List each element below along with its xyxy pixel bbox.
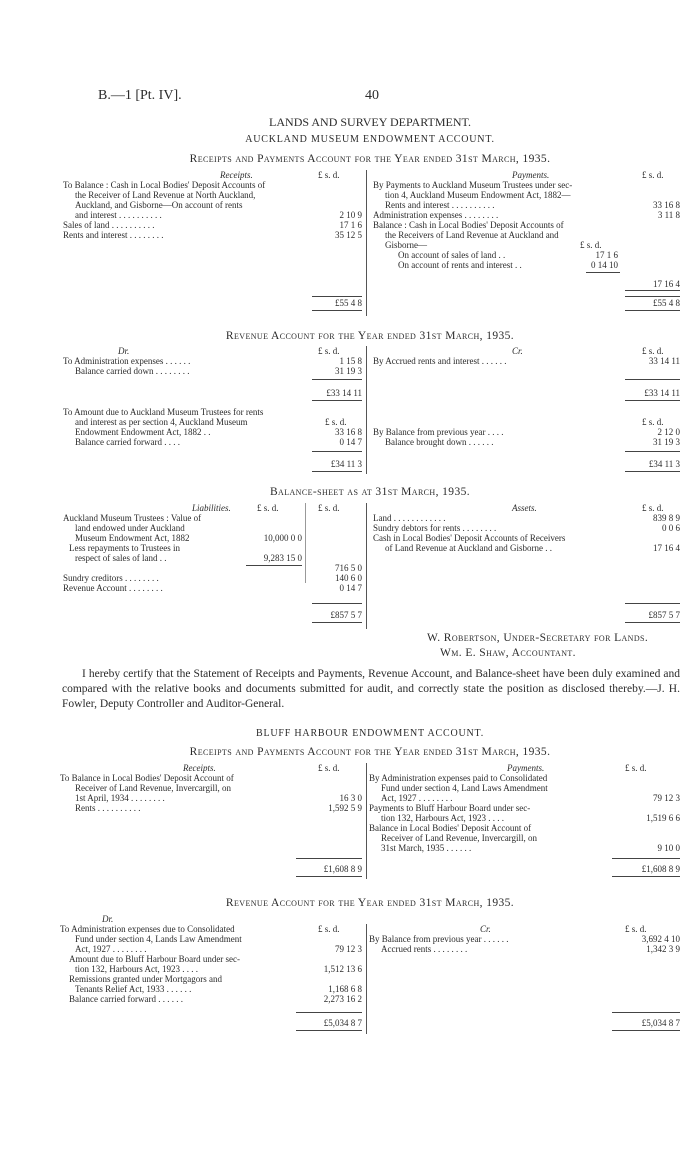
- liability-line: Revenue Account . . . . . . . .: [63, 583, 163, 593]
- lsd-heading: £ s. d.: [642, 503, 664, 513]
- payments-heading: Payments.: [512, 170, 550, 180]
- column-divider: [366, 763, 367, 879]
- liability-line: Sundry creditors . . . . . . . .: [63, 573, 159, 583]
- lsd-heading: £ s. d.: [325, 417, 347, 427]
- rev-cr-line: Balance brought down . . . . . .: [385, 437, 494, 447]
- receipt-amount: 16 3 0: [339, 793, 362, 803]
- rev-cr-total: £5,034 8 7: [641, 1018, 680, 1028]
- receipt-line: Rents and interest . . . . . . . .: [63, 230, 164, 240]
- receipt-line: and interest . . . . . . . . . .: [75, 210, 162, 220]
- audit-certificate: I hereby certify that the Statement of Receipts and Payments, Revenue Account, and Balance-sheet have been duly examined and compared with the relative books and documents submitted for audit, and correctly state the position as disclosed thereby.—J. H. Fowler, Deputy Controller and Auditor-General.: [62, 668, 680, 710]
- lsd-heading: £ s. d.: [625, 924, 647, 934]
- lsd-heading: £ s. d.: [318, 503, 340, 513]
- liability-inner-amount: 10,000 0 0: [263, 533, 302, 543]
- liability-amount: 0 14 7: [339, 583, 362, 593]
- payments-heading: Payments.: [507, 763, 545, 773]
- rule: [625, 296, 680, 297]
- rule: [312, 451, 362, 452]
- rev-dr-amount: 1,168 6 8: [328, 984, 362, 994]
- rule: [312, 310, 362, 311]
- auckland-rev-title: Revenue Account for the Year ended 31st March, 1935.: [225, 330, 515, 342]
- column-divider: [366, 170, 367, 316]
- assets-heading: Assets.: [512, 503, 537, 513]
- receipt-amount: 1,592 5 9: [328, 803, 362, 813]
- receipts-heading: Receipts.: [220, 170, 253, 180]
- lsd-heading: £ s. d.: [642, 346, 664, 356]
- rev-dr-total: £33 14 11: [326, 388, 362, 398]
- liability-line: Less repayments to Trustees in: [69, 543, 180, 553]
- signature-under-secretary: W. Robertson, Under-Secretary for Lands.: [427, 632, 649, 644]
- payment-line: 31st March, 1935 . . . . . .: [381, 843, 472, 853]
- receipt-line: To Balance in Local Bodies' Deposit Account of: [60, 773, 234, 783]
- payment-amount: 1,519 6 6: [646, 813, 680, 823]
- rule: [625, 290, 680, 291]
- liability-line: respect of sales of land . .: [75, 553, 167, 563]
- rev-dr-line: Act, 1927 . . . . . . . .: [75, 944, 147, 954]
- receipt-total: £55 4 8: [335, 298, 362, 308]
- payment-amount: 79 12 3: [653, 793, 680, 803]
- receipts-heading: Receipts.: [183, 763, 216, 773]
- payment-line: On account of sales of land . .: [398, 250, 506, 260]
- lsd-heading: £ s. d.: [318, 763, 340, 773]
- rule: [625, 310, 680, 311]
- rule: [612, 1012, 680, 1013]
- rev-cr-line: By Accrued rents and interest . . . . . .: [373, 356, 507, 366]
- rule: [612, 876, 680, 877]
- receipt-line: the Receiver of Land Revenue at North Auckland,: [75, 190, 256, 200]
- payment-line: Rents and interest . . . . . . . . . .: [385, 200, 495, 210]
- rule: [625, 400, 680, 401]
- asset-total: £857 5 7: [648, 610, 680, 620]
- rule: [312, 296, 362, 297]
- payment-line: By Payments to Auckland Museum Trustees under sec-: [373, 180, 573, 190]
- payment-line: Gisborne—: [385, 240, 427, 250]
- rev-cr-amount: 31 19 3: [653, 437, 680, 447]
- receipt-total: £1,608 8 9: [323, 864, 362, 874]
- rev-dr-amount: 2,273 16 2: [323, 994, 362, 1004]
- payment-line: By Administration expenses paid to Consolidated: [369, 773, 548, 783]
- asset-line: of Land Revenue at Auckland and Gisborne . .: [385, 543, 552, 553]
- payment-line: the Receivers of Land Revenue at Auckland and: [385, 230, 559, 240]
- payment-sub-total: 17 16 4: [653, 279, 680, 289]
- rule: [625, 622, 680, 623]
- bluff-title: BLUFF HARBOUR ENDOWMENT ACCOUNT.: [255, 728, 485, 739]
- rev-dr-amount: 1,512 13 6: [323, 964, 362, 974]
- receipt-amount: 35 12 5: [335, 230, 362, 240]
- page-number: 40: [365, 88, 379, 103]
- rule: [312, 379, 362, 380]
- receipt-line: To Balance : Cash in Local Bodies' Deposit Accounts of: [63, 180, 266, 190]
- rule: [312, 622, 362, 623]
- rev-dr-line: Tenants Relief Act, 1933 . . . . . .: [75, 984, 192, 994]
- payment-sub-amount: 17 1 6: [595, 250, 618, 260]
- rule: [625, 451, 680, 452]
- rule: [296, 876, 362, 877]
- rev-dr-line: and interest as per section 4, Auckland Museum: [75, 417, 248, 427]
- rev-cr-line: By Balance from previous year . . . .: [373, 427, 504, 437]
- lsd-heading: £ s. d.: [642, 417, 664, 427]
- liability-line: Museum Endowment Act, 1882: [75, 533, 190, 543]
- rev-dr-total: £34 11 3: [330, 459, 362, 469]
- rule: [296, 1012, 362, 1013]
- signature-accountant: Wm. E. Shaw, Accountant.: [440, 647, 576, 659]
- rev-cr-amount: 3,692 4 10: [641, 934, 680, 944]
- payment-amount: 9 10 0: [657, 843, 680, 853]
- rev-dr-line: To Administration expenses due to Consolidated: [60, 924, 235, 934]
- rule: [296, 1030, 362, 1031]
- lsd-heading: £ s. d.: [642, 170, 664, 180]
- cr-label: Cr.: [480, 924, 491, 934]
- payment-line: tion 132, Harbours Act, 1923 . . . .: [381, 813, 504, 823]
- rev-dr-line: Balance carried forward . . . .: [75, 437, 180, 447]
- asset-line: Land . . . . . . . . . . . .: [373, 513, 446, 523]
- lsd-heading: £ s. d.: [318, 170, 340, 180]
- rev-dr-amount: 0 14 7: [339, 437, 362, 447]
- receipt-line: Auckland, and Gisborne—On account of rents: [75, 200, 243, 210]
- rule: [612, 1030, 680, 1031]
- receipt-amount: 17 1 6: [339, 220, 362, 230]
- asset-amount: 17 16 4: [653, 543, 680, 553]
- lsd-heading: £ s. d.: [318, 924, 340, 934]
- rule: [312, 471, 362, 472]
- payment-line: On account of rents and interest . .: [398, 260, 522, 270]
- rev-dr-line: Endowment Endowment Act, 1882 . .: [75, 427, 211, 437]
- rev-dr-amount: 31 19 3: [335, 366, 362, 376]
- liability-amount: 140 6 0: [335, 573, 362, 583]
- rule: [312, 400, 362, 401]
- asset-line: Sundry debtors for rents . . . . . . . .: [373, 523, 497, 533]
- rev-cr-total: £33 14 11: [644, 388, 680, 398]
- receipt-line: 1st April, 1934 . . . . . . . .: [75, 793, 165, 803]
- page-ref: B.—1 [Pt. IV].: [98, 88, 182, 103]
- rule: [612, 858, 680, 859]
- auckland-rp-title: Receipts and Payments Account for the Year ended 31st March, 1935.: [189, 153, 551, 165]
- payment-line: Balance : Cash in Local Bodies' Deposit Accounts of: [373, 220, 564, 230]
- sub-lsd: £ s. d.: [580, 240, 602, 250]
- receipt-line: Rents . . . . . . . . . .: [75, 803, 141, 813]
- rev-cr-line: Accrued rents . . . . . . . .: [381, 944, 468, 954]
- column-divider: [366, 346, 367, 474]
- rev-dr-amount: 79 12 3: [335, 944, 362, 954]
- payment-line: tion 4, Auckland Museum Endowment Act, 1882—: [385, 190, 571, 200]
- payment-line: Fund under section 4, Land Laws Amendment: [381, 783, 548, 793]
- column-divider: [366, 924, 367, 1034]
- rev-cr-line: By Balance from previous year . . . . . .: [369, 934, 509, 944]
- rule: [296, 858, 362, 859]
- auckland-bs-title: Balance-sheet as at 31st March, 1935.: [269, 486, 471, 498]
- rev-cr-amount: 2 12 0: [657, 427, 680, 437]
- rule: [625, 603, 680, 604]
- rev-dr-line: Balance carried down . . . . . . . .: [75, 366, 190, 376]
- rule: [625, 379, 680, 380]
- liability-line: Auckland Museum Trustees : Value of: [63, 513, 202, 523]
- asset-amount: 0 0 6: [662, 523, 680, 533]
- department-title: LANDS AND SURVEY DEPARTMENT.: [269, 115, 471, 129]
- rev-dr-total: £5,034 8 7: [323, 1018, 362, 1028]
- rule: [586, 272, 620, 273]
- payment-sub-amount: 0 14 10: [591, 260, 618, 270]
- rev-dr-line: Balance carried forward . . . . . .: [69, 994, 183, 1004]
- payment-line: Receiver of Land Revenue, Invercargill, on: [381, 833, 538, 843]
- rev-dr-amount: 33 16 8: [335, 427, 362, 437]
- rule: [246, 565, 302, 566]
- cr-label: Cr.: [512, 346, 523, 356]
- payment-line: Act, 1927 . . . . . . . .: [381, 793, 453, 803]
- dr-label: Dr.: [118, 346, 130, 356]
- lsd-heading: £ s. d.: [257, 503, 279, 513]
- lsd-heading: £ s. d.: [625, 763, 647, 773]
- rev-dr-line: To Amount due to Auckland Museum Trustees for rents: [63, 407, 264, 417]
- payment-line: Administration expenses . . . . . . . .: [373, 210, 499, 220]
- asset-line: Cash in Local Bodies' Deposit Accounts of Receivers: [373, 533, 566, 543]
- rev-dr-amount: 1 15 8: [339, 356, 362, 366]
- dr-label: Dr.: [102, 914, 114, 924]
- asset-amount: 839 8 9: [653, 513, 680, 523]
- payment-line: Payments to Bluff Harbour Board under sec-: [369, 803, 531, 813]
- rev-cr-total: £34 11 3: [648, 459, 680, 469]
- payment-amount: 3 11 8: [657, 210, 680, 220]
- liabilities-heading: Liabilities.: [192, 503, 231, 513]
- rev-dr-line: Remissions granted under Mortgagors and: [69, 974, 222, 984]
- column-divider: [366, 503, 367, 629]
- receipt-line: Sales of land . . . . . . . . . .: [63, 220, 155, 230]
- rule: [312, 603, 362, 604]
- payment-line: Balance in Local Bodies' Deposit Account of: [369, 823, 532, 833]
- rule: [625, 471, 680, 472]
- payment-total: £55 4 8: [653, 298, 680, 308]
- bluff-rp-title: Receipts and Payments Account for the Year ended 31st March, 1935.: [189, 746, 551, 758]
- rev-dr-line: tion 132, Harbours Act, 1923 . . . .: [75, 964, 198, 974]
- payment-amount: 33 16 8: [653, 200, 680, 210]
- liability-total: £857 5 7: [330, 610, 362, 620]
- receipt-line: Receiver of Land Revenue, Invercargill, on: [75, 783, 232, 793]
- liability-line: land endowed under Auckland: [75, 523, 185, 533]
- liability-amount: 716 5 0: [335, 563, 362, 573]
- payment-total: £1,608 8 9: [641, 864, 680, 874]
- rev-dr-line: Amount due to Bluff Harbour Board under sec-: [69, 954, 241, 964]
- bluff-rev-title: Revenue Account for the Year ended 31st March, 1935.: [225, 897, 515, 909]
- rev-cr-amount: 1,342 3 9: [646, 944, 680, 954]
- receipt-amount: 2 10 9: [339, 210, 362, 220]
- liability-inner-amount: 9,283 15 0: [263, 553, 302, 563]
- auckland-title: AUCKLAND MUSEUM ENDOWMENT ACCOUNT.: [245, 134, 495, 145]
- rev-cr-amount: 33 14 11: [648, 356, 680, 366]
- rev-dr-line: Fund under section 4, Lands Law Amendment: [75, 934, 242, 944]
- rev-dr-line: To Administration expenses . . . . . .: [63, 356, 191, 366]
- lsd-heading: £ s. d.: [318, 346, 340, 356]
